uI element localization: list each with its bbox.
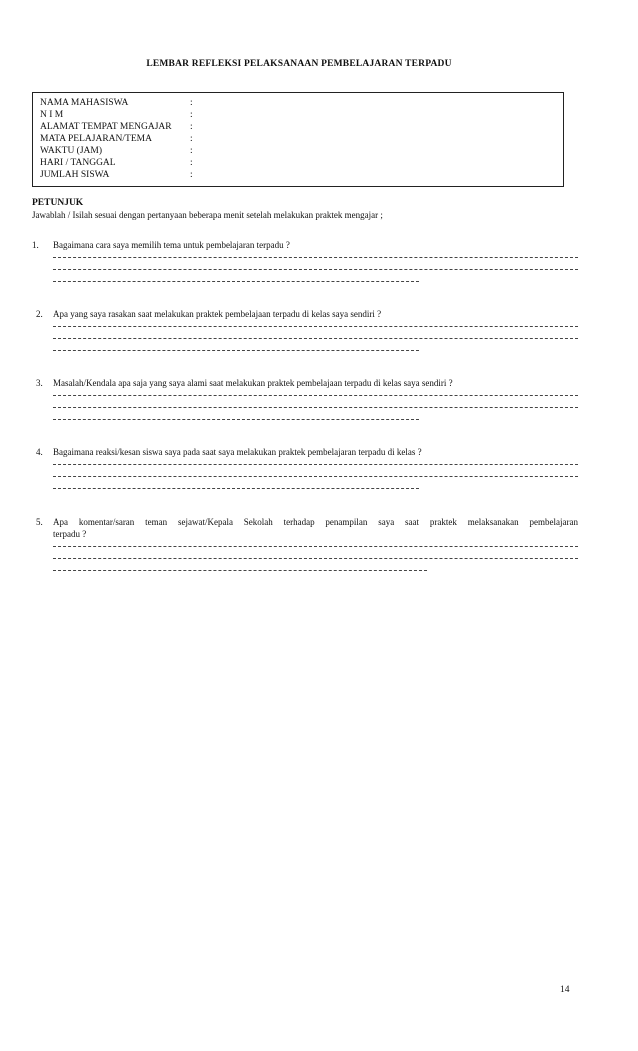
answer-line[interactable]	[53, 320, 578, 332]
identity-colon: :	[190, 122, 193, 132]
identity-label: MATA PELAJARAN/TEMA	[40, 134, 152, 144]
identity-label: WAKTU (JAM)	[40, 146, 103, 156]
question-2	[32, 308, 578, 356]
identity-row-waktu	[40, 145, 198, 157]
question-number: 4.	[36, 447, 43, 457]
question-number: 3.	[36, 378, 43, 388]
question-text: Masalah/Kendala apa saja yang saya alami saat melakukan praktek pembelajaan terpadu di kelas saya sendiri ?	[53, 378, 453, 388]
identity-colon: :	[190, 170, 193, 180]
identity-colon: :	[190, 146, 193, 156]
identity-row-mapel	[40, 133, 198, 145]
identity-label: N I M	[40, 110, 64, 120]
question-line	[32, 377, 578, 389]
question-text: Bagaimana cara saya memilih tema untuk pembelajaran terpadu ?	[53, 240, 290, 250]
question-number: 2.	[36, 309, 43, 319]
answer-line[interactable]	[53, 458, 578, 470]
question-text: Bagaimana reaksi/kesan siswa saya pada saat saya melakukan praktek pembelajaran terpadu di kelas ?	[53, 447, 422, 457]
question-number: 5.	[36, 517, 43, 527]
question-text: Apa yang saya rasakan saat melakukan praktek pembelajaan terpadu di kelas saya sendiri ?	[53, 309, 382, 319]
identity-label: NAMA MAHASISWA	[40, 98, 129, 108]
answer-line[interactable]	[53, 413, 578, 425]
document-title: LEMBAR REFLEKSI PELAKSANAAN PEMBELAJARAN TERPADU	[146, 59, 452, 69]
answer-line[interactable]	[53, 482, 578, 494]
question-line	[32, 239, 578, 251]
page-number: 14	[560, 985, 570, 995]
question-line	[32, 516, 578, 528]
identity-label: HARI / TANGGAL	[40, 158, 116, 168]
answer-line[interactable]	[53, 332, 578, 344]
answer-line[interactable]	[53, 344, 578, 356]
question-4	[32, 446, 578, 494]
identity-row-nama	[40, 97, 198, 109]
identity-box	[32, 92, 564, 187]
identity-row-hari	[40, 157, 198, 169]
question-text-continued: terpadu ?	[53, 529, 87, 539]
answer-line[interactable]	[53, 389, 578, 401]
identity-colon: :	[190, 158, 193, 168]
question-line	[32, 308, 578, 320]
instructions-text: Jawablah / Isilah sesuai dengan pertanyaan beberapa menit setelah melakukan praktek mengajar ;	[32, 210, 383, 220]
identity-label: ALAMAT TEMPAT MENGAJAR	[40, 122, 172, 132]
question-1	[32, 239, 578, 287]
answer-line[interactable]	[53, 251, 578, 263]
identity-label: JUMLAH SISWA	[40, 170, 110, 180]
question-number: 1.	[32, 240, 39, 250]
identity-colon: :	[190, 98, 193, 108]
answer-line[interactable]	[53, 564, 578, 576]
identity-row-alamat	[40, 121, 198, 133]
answer-line[interactable]	[53, 552, 578, 564]
answer-line[interactable]	[53, 263, 578, 275]
answer-line[interactable]	[53, 275, 578, 287]
question-text: Apa komentar/saran teman sejawat/Kepala Sekolah terhadap penampilan saya saat praktek melaksanakan pembelajaran	[53, 517, 578, 527]
answer-line[interactable]	[53, 540, 578, 552]
answer-line[interactable]	[53, 401, 578, 413]
question-3	[32, 377, 578, 425]
identity-row-nim	[40, 109, 198, 121]
instructions	[32, 197, 592, 221]
question-line	[32, 446, 578, 458]
identity-row-jumlah	[40, 169, 198, 181]
identity-colon: :	[190, 110, 193, 120]
question-5	[32, 516, 578, 576]
answer-line[interactable]	[53, 470, 578, 482]
instructions-heading: PETUNJUK	[32, 198, 84, 208]
identity-list	[40, 97, 198, 181]
identity-colon: :	[190, 134, 193, 144]
